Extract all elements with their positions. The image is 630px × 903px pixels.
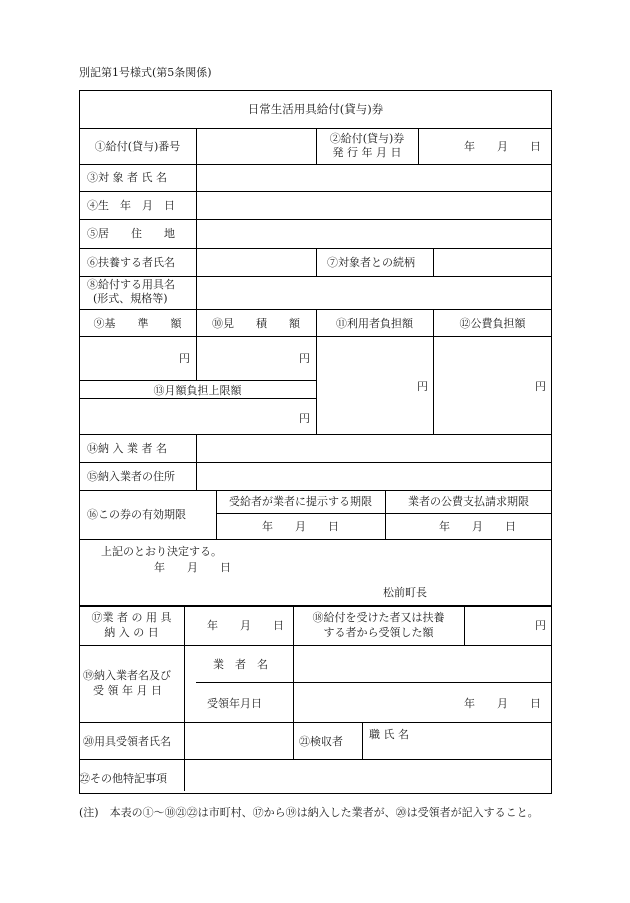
label-vendor-receipt: ⑲納入業者名及び <box>83 669 171 682</box>
label-equipment-name: ⑧給付する用具名 <box>87 278 175 291</box>
present-deadline-date: 年 月 日 <box>262 520 339 533</box>
yen-estimate: 円 <box>299 352 310 365</box>
yen-monthly-limit: 円 <box>299 412 310 425</box>
yen-standard: 円 <box>179 352 190 365</box>
label-equipment-spec: (形式、規格等) <box>93 292 168 305</box>
label-voucher-number: ①給付(貸与)番号 <box>94 140 181 153</box>
label-address: ⑤居 住 地 <box>87 227 175 240</box>
label-delivery-date: ⑰業 者 の 用 具 <box>91 611 172 624</box>
label-vendor-address: ⑮納入業者の住所 <box>87 470 175 483</box>
decision-date: 年 月 日 <box>154 561 231 574</box>
delivery-date-value: 年 月 日 <box>207 619 284 632</box>
label-inspector: ㉑検収者 <box>299 735 343 748</box>
label-issue-date-sub: 発 行 年 月 日 <box>332 146 402 159</box>
label-standard-amount: ⑨基 準 額 <box>93 317 182 330</box>
label-estimate-amount: ⑩見 積 額 <box>212 317 300 330</box>
voucher-form <box>79 90 552 793</box>
label-birthdate: ④生 年 月 日 <box>87 199 175 212</box>
label-vendor-receipt-sub: 受 領 年 月 日 <box>93 684 162 697</box>
label-relationship: ⑦対象者との続柄 <box>327 256 415 269</box>
yen-user-burden: 円 <box>417 380 428 393</box>
label-vendor-sub-name: 業 者 名 <box>213 658 268 671</box>
label-monthly-limit: ⑬月額負担上限額 <box>153 384 242 397</box>
label-received-amount: ⑱給付を受けた者又は扶養 <box>312 611 445 624</box>
form-caption: 別記第1号様式(第5条関係) <box>79 66 212 79</box>
claim-deadline-date: 年 月 日 <box>439 520 516 533</box>
form-title: 日常生活用具給付(貸与)券 <box>247 102 384 116</box>
decision-text: 上記のとおり決定する。 <box>101 545 222 558</box>
label-public-burden: ⑫公費負担額 <box>459 317 526 330</box>
receipt-date-value: 年 月 日 <box>464 697 541 710</box>
label-receipt-date: 受領年月日 <box>207 697 262 710</box>
yen-received: 円 <box>535 619 546 632</box>
label-validity: ⑯この券の有効期限 <box>87 508 186 521</box>
label-received-amount-sub: する者から受領した額 <box>323 626 434 639</box>
label-vendor-name: ⑭納 入 業 者 名 <box>87 442 167 455</box>
mayor-label: 松前町長 <box>383 586 427 599</box>
yen-public-burden: 円 <box>535 380 546 393</box>
label-subject-name: ③対 象 者 氏 名 <box>87 171 167 184</box>
label-official-name: 職 氏 名 <box>369 728 409 741</box>
label-issue-date: ②給付(貸与)券 <box>329 132 405 145</box>
label-claim-deadline: 業者の公費支払請求期限 <box>408 495 529 508</box>
label-supporter-name: ⑥扶養する者氏名 <box>87 256 175 269</box>
label-delivery-date-sub: 納 入 の 日 <box>104 626 159 639</box>
issue-date-value: 年 月 日 <box>464 140 541 153</box>
label-user-burden: ⑪利用者負担額 <box>336 317 413 330</box>
label-other-notes: ㉒その他特記事項 <box>79 772 167 785</box>
footnote: (注) 本表の①～⑩㉑㉒は市町村、⑰から⑲は納入した業者が、⑳は受領者が記入すること。 <box>79 806 539 819</box>
label-present-deadline: 受給者が業者に提示する期限 <box>229 495 372 508</box>
label-recipient-name: ⑳用具受領者氏名 <box>83 735 171 748</box>
